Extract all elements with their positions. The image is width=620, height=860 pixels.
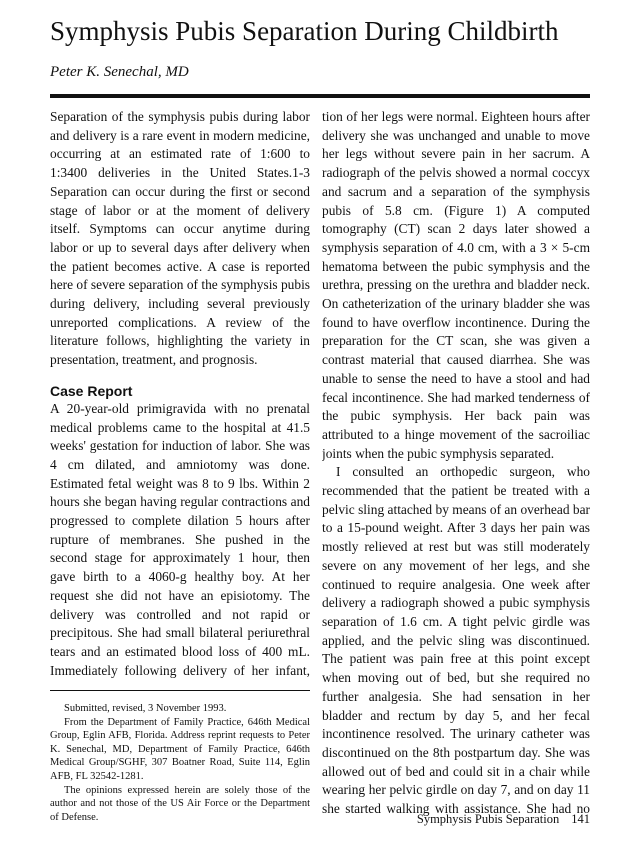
footnote-affiliation: From the Department of Family Practice, 646th Medical Group, Eglin AFB, Florida. Address reprint requests to Peter K. Senechal, MD, Department of Family Practice, 646th Medical Group/SGHF, 307 Boatner Road, Suite 114, Eglin AFB, FL 32542-1281. (50, 716, 310, 782)
footnotes (50, 696, 310, 824)
case-report-heading: Case Report (50, 382, 133, 399)
intro-paragraph: Separation of the symphysis pubis during labor and delivery is a rare event in modern medicine, occurring at an estimated rate of 1:600 to 1:3400 deliveries in the United States.1-3 Separation can occur during the first or second stage of labor or at the moment of delivery itself. Symptoms can occur anytime during labor or up to several days after delivery when the patient becomes active. A case is reported here of severe separation of the symphysis pubis during delivery, including several previously unreported complications. A review of the literature follows, highlighting the variety in presentation, treatment, and prognosis. (50, 109, 310, 368)
article-title: Symphysis Pubis Separation During Childbirth (50, 16, 559, 46)
footnote-submitted: Submitted, revised, 3 November 1993. (64, 703, 227, 714)
page-number: 141 (571, 812, 590, 826)
footnote-disclaimer: The opinions expressed herein are solely those of the author and not those of the US Air Force or the Department of Defense. (50, 784, 310, 823)
right-paragraph-2: I consulted an orthopedic surgeon, who recommended that the patient be treated with a pelvic sling attached by means of an overhead bar to a 15-pound weight. After 3 days her pain was mostly relieved at rest but was still moderately severe on any movement of her legs, and she continued to require analgesia. One week after delivery a radiograph showed a pubic symphysis separation of 1.6 cm. A tight pelvic girdle was applied, and the pelvic sling was discontinued. The patient was pain free at this point except when moving out of bed, but she required no further analgesia. She had sensation in her bladder and rectum by day 5, and her fecal incontinence resolved. The urinary catheter was discontinued on the 8th postpartum day. She was allowed out of bed and could sit in a chair while wearing her pelvic girdle on day 7, and on day 11 she started walking with assistance. She had no (322, 464, 590, 816)
page-footer (417, 812, 590, 827)
right-column (322, 108, 590, 816)
title-rule (50, 94, 590, 98)
footnote-rule (50, 690, 310, 691)
case-paragraph-1: A 20-year-old primigravida with no prenatal medical problems came to the hospital at 41.5 weeks' gestation for induction of labor. She was 4 cm dilated, and amniotomy was done. Estimated fetal weight was 8 to 9 lbs. Within 2 hours she began having regular contractions and progressed to complete dilation 5 hours after rupture of membranes. She pushed in the second stage for approximately 1 hour, then gave birth to a 4060-g healthy boy. At her request she did not have an episiotomy. The delivery was controlled and not rapid or precipitous. She had small bilateral periurethral tears and an estimated blood loss of 400 mL. Immediately following delivery of her infant, (50, 400, 310, 678)
article-author: Peter K. Senechal, MD (50, 64, 189, 80)
running-title: Symphysis Pubis Separation (416, 812, 560, 826)
left-column (50, 108, 310, 682)
right-paragraph-1: tion of her legs were normal. Eighteen hours after delivery she was unchanged and unable to move her legs without severe pain in her sacrum. A radiograph of the pelvis showed a normal coccyx and sacrum and a separation of the symphysis pubis of 5.8 cm. (Figure 1) A computed tomography (CT) scan 2 days later showed a symphysis separation of 4.0 cm, with a 3 × 5-cm hematoma between the pubic symphysis and the urethra, pressing on the urethra and bladder neck. On catheterization of the urinary bladder she was found to have overflow incontinence. During the preparation for the CT scan, she was given a contrast material that caused diarrhea. She was unable to sense the need to have a stool and had fecal incontinence. She had marked tenderness of the pubic symphysis. Her back pain was attributed to a hinge movement of the sacroiliac joints when the pubic symphysis separated. (322, 109, 590, 461)
